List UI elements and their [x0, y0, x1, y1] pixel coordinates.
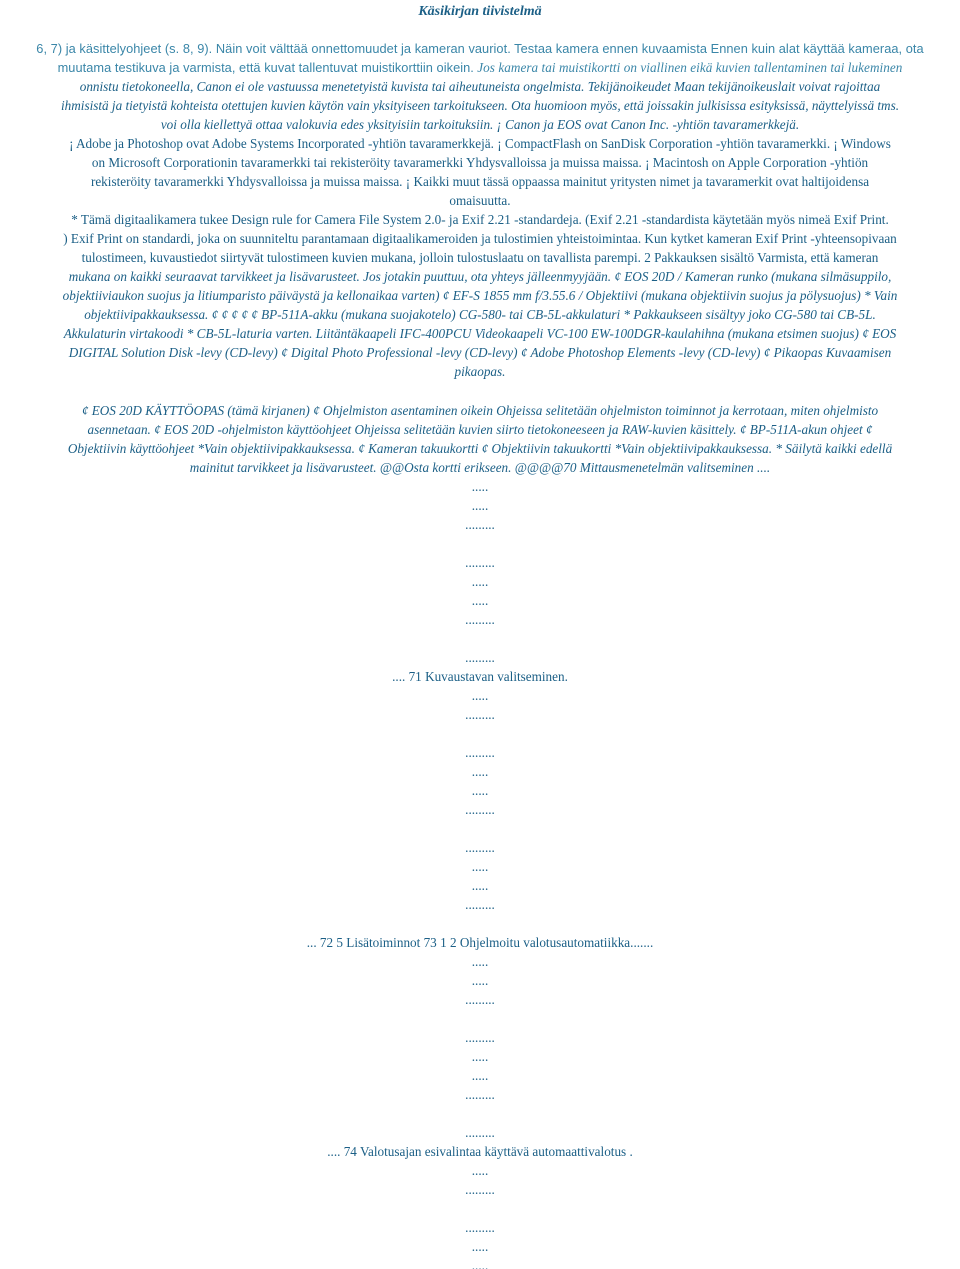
toc-entry-72: ... 72 5 Lisätoiminnot 73 1 2 Ohjelmoitu valotusautomatiikka....... [306, 935, 654, 950]
line: Objektiivin käyttöohjeet *Vain objektiivipakkauksessa. ¢ Kameran takuukortti ¢ Objektiivin takuukortti *Vain objektiivipakkauksessa. * Säilytä kaikki edellä [67, 441, 893, 456]
toc-dots-block-3 [6, 952, 954, 1142]
dot-leader: ..... [471, 593, 489, 608]
dot-leader: ......... [465, 802, 495, 817]
line: * Tämä digitaalikamera tukee Design rule for Camera File System 2.0- ja Exif 2.21 -standardeja. (Exif 2.21 -standardista käytetään myös nimeä Exif Print. [71, 212, 889, 227]
dot-leader: ......... [465, 650, 495, 665]
dot-leader: ..... [471, 764, 489, 779]
line: asennetaan. ¢ EOS 20D -ohjelmiston käyttöohjeet Ohjeissa selitetään kuvien siirto tietokoneeseen ja RAW-kuvien käsittely. ¢ BP-511A-akun ohjeet ¢ [87, 422, 873, 437]
paragraph-manuals [6, 401, 954, 477]
line: muutama testikuva ja varmista, että kuvat tallentuvat muistikorttiin oikein. [57, 60, 474, 75]
line: mukana on kaikki seuraavat tarvikkeet ja lisävarusteet. Jos jotakin puuttuu, ota yhteys jälleenmyyjään. ¢ EOS 20D / Kameran runko (mukana silmäsuppilo, [68, 269, 892, 284]
dot-leader: ......... [465, 555, 495, 570]
dot-leader: ..... [471, 1258, 489, 1269]
dot-leader: ..... [471, 954, 489, 969]
dot-leader: ..... [471, 973, 489, 988]
dot-leader: ......... [465, 612, 495, 627]
dot-leader: ..... [471, 859, 489, 874]
line: ) Exif Print on standardi, joka on suunniteltu parantamaan digitaalikameroiden ja tulostimien yhteistoimintaa. Kun kytket kameran Exif Print -yhteensopivaan [63, 231, 897, 246]
line: onnistu tietokoneella, Canon ei ole vastuussa menetetyistä kuvista tai aiheutuneista ongelmista. Tekijänoikeudet Maan tekijänoikeuslait voivat rajoittaa [79, 79, 881, 94]
line: Akkulaturin virtakoodi * CB-5L-laturia varten. Liitäntäkaapeli IFC-400PCU Videokaapeli VC-100 EW-100DGR-kaulahihna (mukana etsimen suojus) ¢ EOS [63, 326, 897, 341]
line: ¢ EOS 20D KÄYTTÖOPAS (tämä kirjanen) ¢ Ohjelmiston asentaminen oikein Ohjeissa selitetään ohjelmiston toiminnot ja kerrotaan, miten ohjelmisto [81, 403, 879, 418]
dot-leader: ..... [471, 688, 489, 703]
line: omaisuutta. [449, 193, 511, 208]
toc-dots-block-1 [6, 477, 954, 667]
line: tulostimeen, kuvaustiedot siirtyvät tulostimeen kuvien mukana, jolloin tulostuslaatu on tavallista parempi. 2 Pakkauksen sisältö Varmista, että kameran [81, 250, 879, 265]
paragraph-intro [6, 39, 954, 77]
dot-leader: ......... [465, 1087, 495, 1102]
page-title: Käsikirjan tiivistelmä [418, 4, 542, 19]
line: 6, 7) ja käsittelyohjeet (s. 8, 9). Näin voit välttää onnettomuudet ja kameran vauriot. Testaa kamera ennen kuvaamista Ennen kuin alat käyttää kameraa, ota [36, 41, 924, 56]
dot-leader: ......... [465, 707, 495, 722]
dot-leader: ..... [471, 1049, 489, 1064]
toc-entry-71: .... 71 Kuvaustavan valitseminen. [392, 669, 568, 684]
line: rekisteröity tavaramerkki Yhdysvalloissa ja muissa maissa. ¡ Kaikki muut tässä oppaassa mainitut yritysten nimet ja tavaramerkit ovat haltijoidensa [90, 174, 870, 189]
paragraph-trademarks [6, 134, 954, 267]
dot-leader: ..... [471, 479, 489, 494]
dot-leader: ......... [465, 1030, 495, 1045]
dot-leader: ..... [471, 574, 489, 589]
line: voi olla kiellettyä ottaa valokuvia edes yksityisiin tarkoituksiin. ¡ Canon ja EOS ovat Canon Inc. -yhtiön tavaramerkkejä. [160, 117, 800, 132]
dot-leader: ......... [465, 897, 495, 912]
line: objektiiviaukon suojus ja litiumparisto päiväystä ja kellonaikaa varten) ¢ EF-S 1855 mm f/3.55.6 / Objektiivi (mukana objektiivin suojus ja pölysuojus) * Vain [62, 288, 898, 303]
toc-dots-block-4 [6, 1161, 954, 1269]
dot-leader: ..... [471, 783, 489, 798]
dot-leader: ......... [465, 1220, 495, 1235]
line: on Microsoft Corporationin tavaramerkki tai rekisteröity tavaramerkki Yhdysvalloissa ja muissa maissa. ¡ Macintosh on Apple Corporation -yhtiön [91, 155, 869, 170]
line: ¡ Adobe ja Photoshop ovat Adobe Systems Incorporated -yhtiön tavaramerkkejä. ¡ CompactFlash on SanDisk Corporation -yhtiön tavaramerkki. ¡ Windows [69, 136, 891, 151]
dot-leader: ..... [471, 878, 489, 893]
line: DIGITAL Solution Disk -levy (CD-levy) ¢ Digital Photo Professional -levy (CD-levy) ¢ Adobe Photoshop Elements -levy (CD-levy) ¢ Pikaopas Kuvaamisen [68, 345, 892, 360]
line-italic-tail: Jos kamera tai muistikortti on viallinen eikä kuvien tallentaminen tai lukeminen [473, 60, 903, 75]
line: mainitut tarvikkeet ja lisävarusteet. @@Osta kortti erikseen. @@@@70 Mittausmenetelmän valitseminen .... [189, 460, 771, 475]
paragraph-copyright [6, 77, 954, 134]
dot-leader: ......... [465, 517, 495, 532]
dot-leader: ......... [465, 1182, 495, 1197]
dot-leader: ..... [471, 498, 489, 513]
dot-leader: ......... [465, 745, 495, 760]
toc-dots-block-2 [6, 686, 954, 914]
line: pikaopas. [454, 364, 506, 379]
dot-leader: ......... [465, 1125, 495, 1140]
dot-leader: ......... [465, 992, 495, 1007]
toc-entry-74: .... 74 Valotusajan esivalintaa käyttävä automaattivalotus . [327, 1144, 633, 1159]
paragraph-package-contents [6, 267, 954, 381]
line: objektiivipakkauksessa. ¢ ¢ ¢ ¢ ¢ BP-511A-akku (mukana suojakotelo) CG-580- tai CB-5L-akkulaturi * Pakkaukseen sisältyy joko CG-580 tai CB-5L. [84, 307, 876, 322]
line: ihmisistä ja tietyistä kohteista otettujen kuvien käytön vain yksityiseen tarkoitukseen. Ota huomioon myös, että joissakin julkisissa esityksissä, näyttelyissä tms. [61, 98, 899, 113]
dot-leader: ..... [471, 1239, 489, 1254]
dot-leader: ......... [465, 840, 495, 855]
dot-leader: ..... [471, 1163, 489, 1178]
dot-leader: ..... [471, 1068, 489, 1083]
